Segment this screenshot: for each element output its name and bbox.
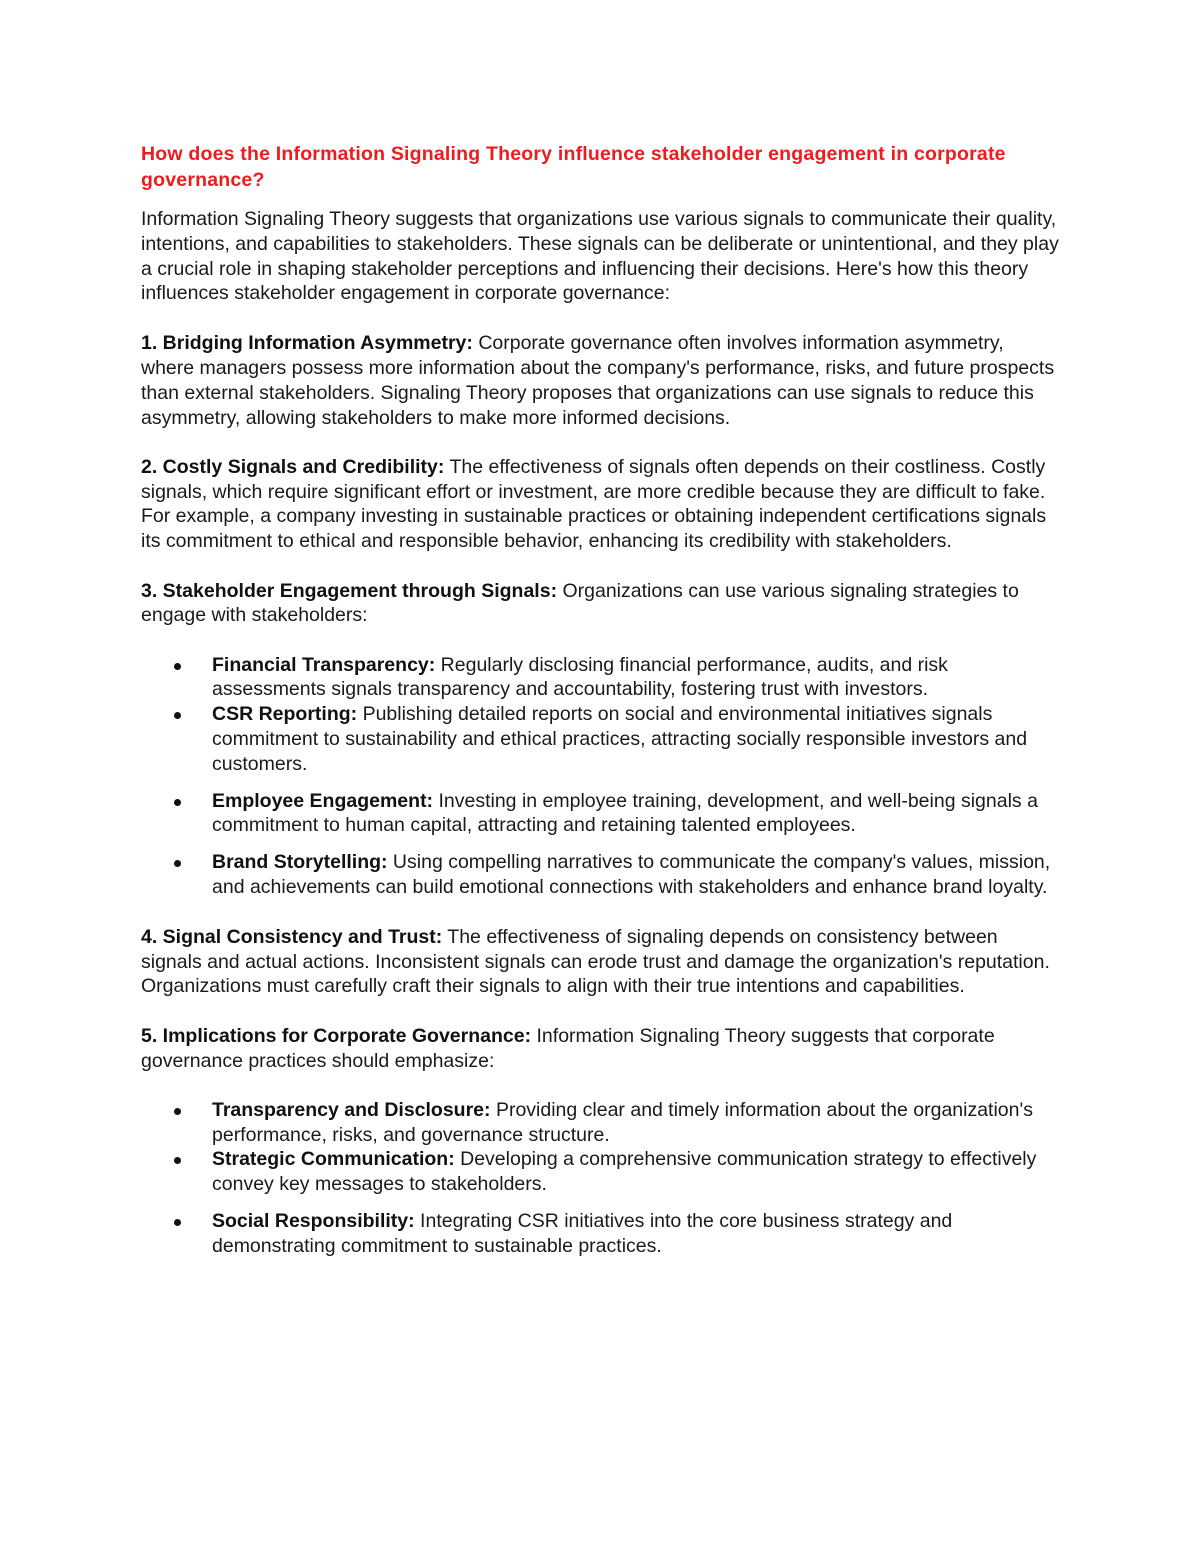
list-item-text: Using compelling narratives to communicate the company's values, mission, and achievements can build emotional connections with stakeholders and enhance brand loyalty. xyxy=(212,851,1051,899)
list-item-label: Social Responsibility: xyxy=(212,1210,415,1232)
section-3-text: Organizations can use various signaling strategies to engage with stakeholders: xyxy=(141,579,1019,627)
list-item-text: Publishing detailed reports on social and environmental initiatives signals commitment to sustainability and ethical practices, attracting socially responsible investors and customers. xyxy=(212,703,1028,775)
section-5-text: Information Signaling Theory suggests that corporate governance practices should emphasize: xyxy=(141,1024,995,1072)
list-item xyxy=(141,850,1060,900)
list-item-label: Brand Storytelling: xyxy=(212,851,388,874)
section-5 xyxy=(141,1024,1060,1074)
section-1-text: Corporate governance often involves information asymmetry, where managers possess more information about the company's performance, risks, and future prospects than external stakeholders. Signaling Theory proposes that organizations can use signals to reduce this asymmetry, allowing stakeholders to make more informed decisions. xyxy=(141,332,1055,429)
bullet-icon xyxy=(174,799,181,806)
list-item-label: Financial Transparency: xyxy=(212,653,436,676)
list-item xyxy=(141,702,1060,776)
list-item xyxy=(141,1209,1060,1259)
bullet-icon xyxy=(174,1219,181,1226)
bullet-icon xyxy=(174,860,181,867)
list-item-label: Employee Engagement: xyxy=(212,789,434,812)
bullet-icon xyxy=(174,1108,181,1115)
list-item xyxy=(141,789,1060,839)
bullet-icon xyxy=(174,712,181,719)
bullet-icon xyxy=(174,663,181,670)
list-item-text: Integrating CSR initiatives into the core business strategy and demonstrating commitment to sustainable practices. xyxy=(212,1210,953,1257)
document-title: How does the Information Signaling Theory influence stakeholder engagement in corporate governance? xyxy=(141,143,1006,191)
section-2-text: The effectiveness of signals often depends on their costliness. Costly signals, which require significant effort or investment, are more credible because they are difficult to fake. For example, a company investing in sustainable practices or obtaining independent certifications signals its commitment to ethical and responsible behavior, enhancing its credibility with stakeholders. xyxy=(141,455,1047,553)
list-item-text: Developing a comprehensive communication strategy to effectively convey key messages to stakeholders. xyxy=(212,1148,1037,1196)
section-3 xyxy=(141,579,1060,629)
list-item xyxy=(141,1147,1060,1197)
list-item-label: Strategic Communication: xyxy=(212,1148,455,1171)
section-5-heading: 5. Implications for Corporate Governance: xyxy=(141,1024,532,1047)
section-1-heading: 1. Bridging Information Asymmetry: xyxy=(141,332,473,355)
list-item-text: Regularly disclosing financial performance, audits, and risk assessments signals transparency and accountability, fostering trust with investors. xyxy=(212,653,948,701)
section-4-text: The effectiveness of signaling depends on consistency between signals and actual actions. Inconsistent signals can erode trust and damage the organization's reputation. Organizations must carefully craft their signals to align with their true intentions and capabilities. xyxy=(141,925,1050,998)
list-item-label: Transparency and Disclosure: xyxy=(212,1098,491,1121)
list-item xyxy=(141,653,1060,703)
section-2-heading: 2. Costly Signals and Credibility: xyxy=(141,455,445,478)
list-item-text: Providing clear and timely information about the organization's performance, risks, and governance structure. xyxy=(212,1098,1033,1146)
list-item-label: CSR Reporting: xyxy=(212,703,358,726)
section-4-heading: 4. Signal Consistency and Trust: xyxy=(141,925,443,948)
section-3-heading: 3. Stakeholder Engagement through Signals: xyxy=(141,579,558,602)
list-item-text: Investing in employee training, development, and well-being signals a commitment to human capital, attracting and retaining talented employees. xyxy=(212,789,1038,837)
intro-paragraph: Information Signaling Theory suggests that organizations use various signals to communicate their quality, intentions, and capabilities to stakeholders. These signals can be deliberate or unintentional, and they play a crucial role in shaping stakeholder perceptions and influencing their decisions. Here's how this theory influences stakeholder engagement in corporate governance: xyxy=(141,208,1059,305)
section-4 xyxy=(141,925,1060,999)
list-item xyxy=(141,1098,1060,1148)
section-3-list xyxy=(141,653,1060,900)
section-2 xyxy=(141,455,1060,554)
section-5-list xyxy=(141,1098,1060,1259)
bullet-icon xyxy=(174,1157,181,1164)
section-1 xyxy=(141,331,1060,430)
